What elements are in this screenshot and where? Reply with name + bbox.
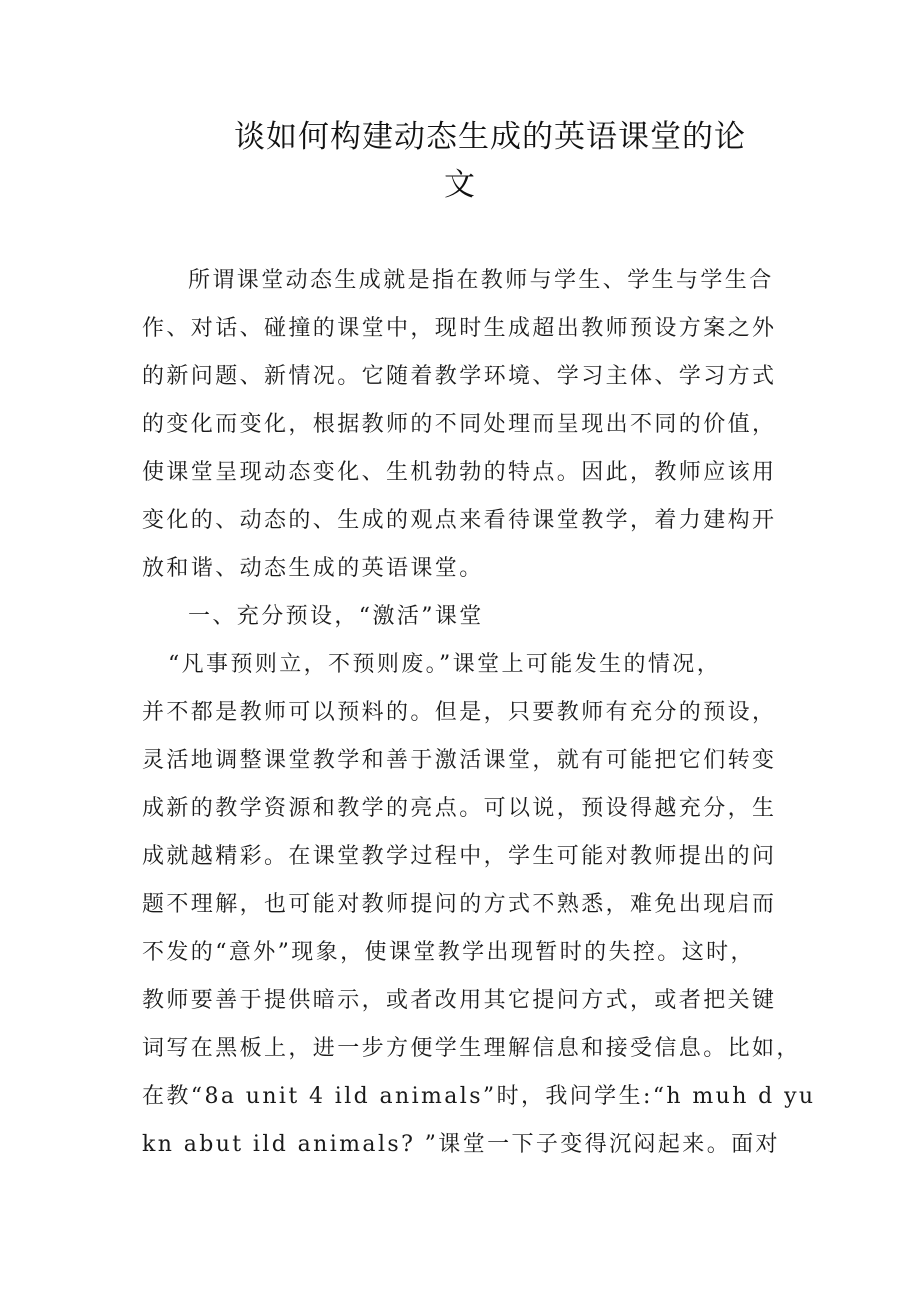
body-line: 灵活地调整课堂教学和善于激活课堂，就有可能把它们转变: [142, 748, 777, 773]
body-line: 成新的教学资源和教学的亮点。可以说，预设得越充分，生: [142, 796, 777, 821]
body-line: 题不理解，也可能对教师提问的方式不熟悉，难免出现启而: [142, 892, 777, 917]
body-line: 的变化而变化，根据教师的不同处理而呈现出不同的价值，: [142, 412, 777, 437]
body-line: 作、对话、碰撞的课堂中，现时生成超出教师预设方案之外: [142, 316, 777, 341]
body-line: “凡事预则立，不预则废。”课堂上可能发生的情况，: [168, 652, 722, 677]
body-line: 使课堂呈现动态变化、生机勃勃的特点。因此，教师应该用: [142, 460, 777, 485]
body-line: kn abut ild animals? ”课堂一下子变得沉闷起来。面对: [142, 1132, 780, 1157]
document-title-line-1: 谈如何构建动态生成的英语课堂的论: [234, 119, 746, 155]
section-heading: 一、充分预设，“激活”课堂: [188, 604, 484, 629]
body-line: 教师要善于提供暗示，或者改用其它提问方式，或者把关键: [142, 988, 777, 1013]
body-line: 的新问题、新情况。它随着教学环境、学习主体、学习方式: [142, 364, 777, 389]
body-line: 在教“8a unit 4 ild animals”时，我问学生:“h muh d yu: [142, 1084, 816, 1109]
body-line: 并不都是教师可以预料的。但是，只要教师有充分的预设，: [142, 700, 777, 725]
body-line: 不发的“意外”现象，使课堂教学出现暂时的失控。这时，: [142, 940, 755, 965]
body-line: 所谓课堂动态生成就是指在教师与学生、学生与学生合: [188, 268, 774, 293]
body-line: 成就越精彩。在课堂教学过程中，学生可能对教师提出的问: [142, 844, 777, 869]
body-line: 词写在黑板上，进一步方便学生理解信息和接受信息。比如，: [142, 1036, 801, 1061]
document-title-line-2: 文: [444, 167, 476, 203]
body-line: 变化的、动态的、生成的观点来看待课堂教学，着力建构开: [142, 508, 777, 533]
body-line: 放和谐、动态生成的英语课堂。: [142, 556, 484, 581]
